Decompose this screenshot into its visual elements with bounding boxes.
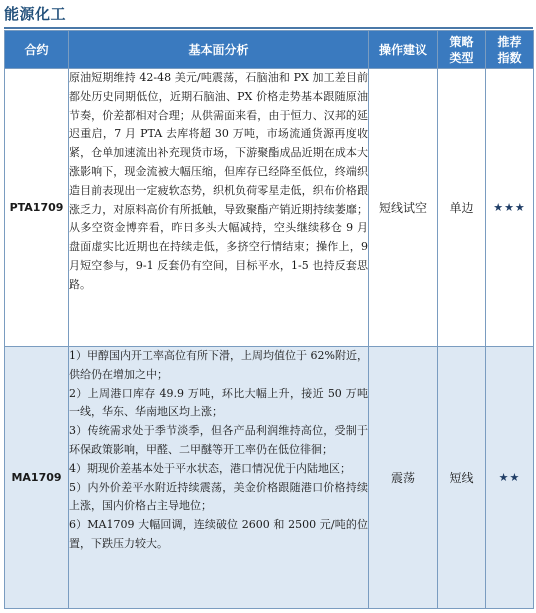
advice-cell: 震荡 [369,347,438,609]
strategy-type-cell: 单边 [438,69,486,347]
contract-cell: MA1709 [5,347,69,609]
analysis-point: 4）期现价差基本处于平水状态，港口情况优于内陆地区； [69,461,351,475]
header-row [5,31,534,69]
analysis-paragraph: 原油短期维持 42-48 美元/吨震荡，石脑油和 PX 加工差目前都处历史同期低位，近期石脑油、PX 价格走势基本跟随原油节奏，价差都相对合理；从供需面来看，由于恒力、汉邦的延迟重启，7 月 PTA 去库将超 30 万吨，市场流通货源再度收紧，仓单加速流出补充现货市场，下游聚酯成品近期在成本大涨影响下，现金流被大幅压缩，但库存已经降至低位，终端织造目前表现出一定疲软态势，织机负荷零星走低，织布价格跟涨乏力，对原料高价有所抵触，导致聚酯产销近期持续萎靡；从多空资金博弈看，昨日多头大幅减持，空头继续移仓 9 月盘面虚实比近期也在持续走低，多挤空行情结束；操作上，9 月短空参与，9-1 反套仍有空间，目标平水，1-5 也持反套思路。 [69,71,368,291]
recommendation-table [4,30,534,609]
analysis-point: 3）传统需求处于季节淡季，但各产品利润维持高位，受制于环保政策影响，甲醛、二甲醚等开工率仍在低位徘徊； [69,424,368,456]
analysis-cell [69,347,369,609]
analysis-point: 5）内外价差平水附近持续震荡，美金价格跟随港口价格持续上涨，国内价格占主导地位； [69,480,368,513]
header-rating: 推荐 指数 [486,31,534,69]
analysis-point: 1）甲醇国内开工率高位有所下滑，上周均值位于 62%附近，供给仍在增加之中； [69,349,368,381]
rating-stars: ★★ [486,347,534,609]
header-advice: 操作建议 [369,31,438,69]
strategy-type-cell: 短线 [438,347,486,609]
table-row [5,69,534,347]
table-row [5,347,534,609]
title-rule [4,27,533,29]
header-analysis: 基本面分析 [69,31,369,69]
analysis-cell [69,69,369,347]
header-contract: 合约 [5,31,69,69]
section-title: 能源化工 [4,5,67,23]
contract-cell: PTA1709 [5,69,69,347]
advice-cell: 短线试空 [369,69,438,347]
analysis-point: 6）MA1709 大幅回调，连续破位 2600 和 2500 元/吨的位置，下跌压力较大。 [69,518,368,550]
analysis-point: 2）上周港口库存 49.9 万吨，环比大幅上升，接近 50 万吨一线，华东、华南地区均上涨； [69,386,368,419]
rating-stars: ★★★ [486,69,534,347]
header-strategy-type: 策略 类型 [438,31,486,69]
